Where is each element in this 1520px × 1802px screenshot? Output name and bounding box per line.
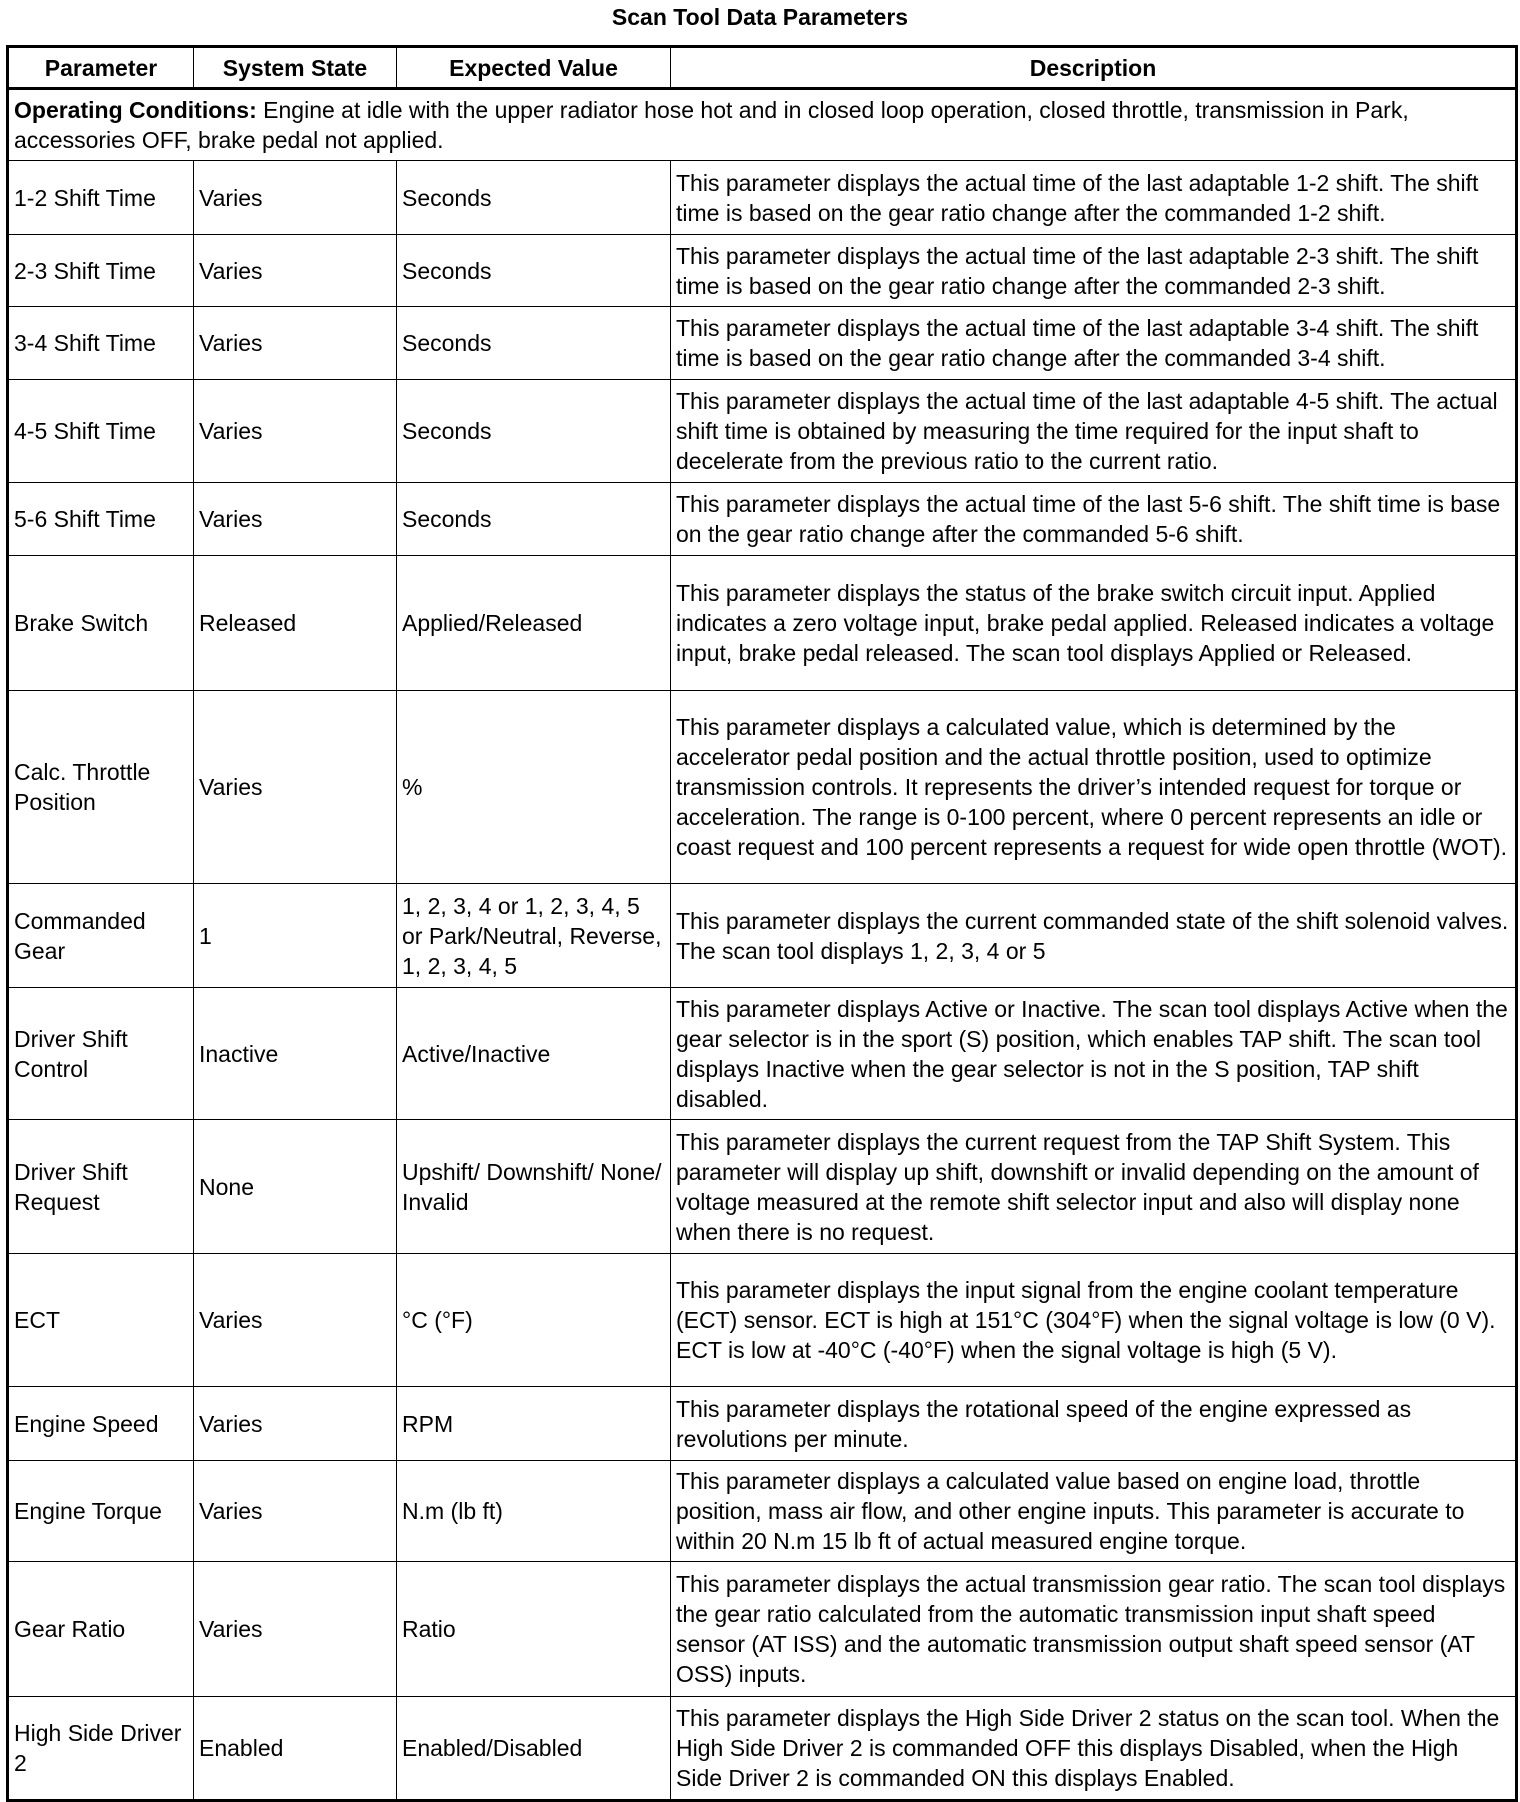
parameter-cell: Gear Ratio <box>8 1562 194 1697</box>
description-cell: This parameter displays the High Side Driver 2 status on the scan tool. When the High Side Driver 2 is commanded OFF this displays Disabled, when the High Side Driver 2 is commanded ON this displays Enabled. <box>671 1697 1517 1801</box>
system-state-cell: Released <box>194 556 397 691</box>
description-cell: This parameter displays the actual time of the last adaptable 1-2 shift. The shift time is based on the gear ratio change after the commanded 1-2 shift. <box>671 161 1517 235</box>
system-state-cell: Varies <box>194 1387 397 1461</box>
description-cell: This parameter displays the current request from the TAP Shift System. This parameter will display up shift, downshift or invalid depending on the amount of voltage measured at the remote shift selector input and also will display none when there is no request. <box>671 1120 1517 1254</box>
parameter-cell: Commanded Gear <box>8 884 194 988</box>
table-row <box>8 307 1517 380</box>
parameter-cell: High Side Driver 2 <box>8 1697 194 1801</box>
description-cell: This parameter displays the actual time of the last adaptable 4-5 shift. The actual shift time is obtained by measuring the time required for the input shaft to decelerate from the previous ratio to the current ratio. <box>671 380 1517 483</box>
system-state-cell: Varies <box>194 307 397 380</box>
parameter-cell: Engine Torque <box>8 1461 194 1562</box>
system-state-cell: None <box>194 1120 397 1254</box>
parameter-cell: 2-3 Shift Time <box>8 235 194 307</box>
description-cell: This parameter displays a calculated value based on engine load, throttle position, mass air flow, and other engine inputs. This parameter is accurate to within 20 N.m 15 lb ft of actual measured engine torque. <box>671 1461 1517 1562</box>
system-state-cell: 1 <box>194 884 397 988</box>
table-row <box>8 1562 1517 1697</box>
expected-value-cell: Seconds <box>397 380 671 483</box>
table-row <box>8 884 1517 988</box>
parameter-cell: Calc. Throttle Position <box>8 691 194 884</box>
system-state-cell: Varies <box>194 691 397 884</box>
description-cell: This parameter displays the status of the brake switch circuit input. Applied indicates a zero voltage input, brake pedal applied. Released indicates a voltage input, brake pedal released. The scan tool displays Applied or Released. <box>671 556 1517 691</box>
header-row <box>8 47 1517 89</box>
operating-conditions-text: Engine at idle with the upper radiator hose hot and in closed loop operation, closed throttle, transmission in Park, accessories OFF, brake pedal not applied. <box>14 97 1409 153</box>
expected-value-cell: % <box>397 691 671 884</box>
system-state-cell: Inactive <box>194 988 397 1120</box>
expected-value-cell: Upshift/ Downshift/ None/ Invalid <box>397 1120 671 1254</box>
expected-value-cell: Seconds <box>397 235 671 307</box>
table-row <box>8 1254 1517 1387</box>
parameter-cell: ECT <box>8 1254 194 1387</box>
table-row <box>8 1697 1517 1801</box>
system-state-cell: Varies <box>194 380 397 483</box>
parameter-cell: Driver Shift Request <box>8 1120 194 1254</box>
table-row <box>8 1120 1517 1254</box>
expected-value-cell: °C (°F) <box>397 1254 671 1387</box>
table-row <box>8 556 1517 691</box>
expected-value-cell: Ratio <box>397 1562 671 1697</box>
header-description: Description <box>671 47 1517 89</box>
expected-value-cell: Seconds <box>397 307 671 380</box>
description-cell: This parameter displays the rotational speed of the engine expressed as revolutions per minute. <box>671 1387 1517 1461</box>
description-cell: This parameter displays Active or Inactive. The scan tool displays Active when the gear selector is in the sport (S) position, which enables TAP shift. The scan tool displays Inactive when the gear selector is not in the S position, TAP shift disabled. <box>671 988 1517 1120</box>
table-row <box>8 235 1517 307</box>
header-parameter: Parameter <box>8 47 194 89</box>
description-cell: This parameter displays a calculated value, which is determined by the accelerator pedal position and the actual throttle position, used to optimize transmission controls. It represents the driver’s intended request for torque or acceleration. The range is 0-100 percent, where 0 percent represents an idle or coast request and 100 percent represents a request for wide open throttle (WOT). <box>671 691 1517 884</box>
operating-conditions <box>8 89 1517 161</box>
description-cell: This parameter displays the actual time of the last adaptable 2-3 shift. The shift time is based on the gear ratio change after the commanded 2-3 shift. <box>671 235 1517 307</box>
operating-conditions-row <box>8 89 1517 161</box>
system-state-cell: Varies <box>194 235 397 307</box>
header-expected-value: Expected Value <box>397 47 671 89</box>
table-row <box>8 1461 1517 1562</box>
table-row <box>8 691 1517 884</box>
header-system-state: System State <box>194 47 397 89</box>
parameter-cell: 3-4 Shift Time <box>8 307 194 380</box>
table-row <box>8 161 1517 235</box>
parameter-cell: Brake Switch <box>8 556 194 691</box>
description-cell: This parameter displays the input signal from the engine coolant temperature (ECT) sensor. ECT is high at 151°C (304°F) when the signal voltage is low (0 V). ECT is low at -40°C (-40°F) when the signal voltage is high (5 V). <box>671 1254 1517 1387</box>
description-cell: This parameter displays the actual time of the last adaptable 3-4 shift. The shift time is based on the gear ratio change after the commanded 3-4 shift. <box>671 307 1517 380</box>
scan-tool-data-table <box>6 45 1518 1802</box>
parameter-cell: 1-2 Shift Time <box>8 161 194 235</box>
system-state-cell: Enabled <box>194 1697 397 1801</box>
expected-value-cell: 1, 2, 3, 4 or 1, 2, 3, 4, 5 or Park/Neutral, Reverse, 1, 2, 3, 4, 5 <box>397 884 671 988</box>
expected-value-cell: Seconds <box>397 161 671 235</box>
parameter-cell: Engine Speed <box>8 1387 194 1461</box>
system-state-cell: Varies <box>194 1254 397 1387</box>
expected-value-cell: N.m (lb ft) <box>397 1461 671 1562</box>
expected-value-cell: Seconds <box>397 483 671 556</box>
parameter-cell: 4-5 Shift Time <box>8 380 194 483</box>
table-row <box>8 380 1517 483</box>
description-cell: This parameter displays the current commanded state of the shift solenoid valves. The scan tool displays 1, 2, 3, 4 or 5 <box>671 884 1517 988</box>
description-cell: This parameter displays the actual time of the last 5-6 shift. The shift time is base on the gear ratio change after the commanded 5-6 shift. <box>671 483 1517 556</box>
expected-value-cell: Enabled/Disabled <box>397 1697 671 1801</box>
table-row <box>8 483 1517 556</box>
expected-value-cell: Active/Inactive <box>397 988 671 1120</box>
parameter-cell: 5-6 Shift Time <box>8 483 194 556</box>
operating-conditions-label: Operating Conditions: <box>14 97 257 123</box>
table-row <box>8 1387 1517 1461</box>
system-state-cell: Varies <box>194 1562 397 1697</box>
system-state-cell: Varies <box>194 1461 397 1562</box>
expected-value-cell: RPM <box>397 1387 671 1461</box>
expected-value-cell: Applied/Released <box>397 556 671 691</box>
system-state-cell: Varies <box>194 483 397 556</box>
system-state-cell: Varies <box>194 161 397 235</box>
parameter-cell: Driver Shift Control <box>8 988 194 1120</box>
description-cell: This parameter displays the actual transmission gear ratio. The scan tool displays the gear ratio calculated from the automatic transmission input shaft speed sensor (AT ISS) and the automatic transmission output shaft speed sensor (AT OSS) inputs. <box>671 1562 1517 1697</box>
page-title: Scan Tool Data Parameters <box>611 4 909 30</box>
table-row <box>8 988 1517 1120</box>
